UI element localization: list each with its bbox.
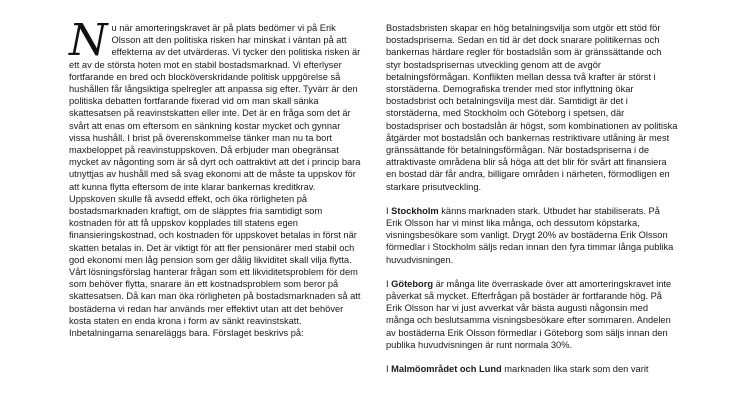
intro-paragraph bbox=[69, 15, 361, 339]
right-column bbox=[386, 22, 678, 375]
goteborg-text: är många lite överraskade över att amorteringskravet inte påverkat så mycket. Efterfrågan på bostäder är fortfarande hög. På Erik Olsson har vi just avverkat vår bästa augusti någonsin med många och beslutsamma visningsbesökare efter sommaren. Andelen av bostäderna Erik Olsson förmedlar i Göteborg som säljs innan den publika huvudvisningen är runt normala 30%. bbox=[386, 278, 672, 350]
malmo-paragraph bbox=[386, 363, 678, 375]
drop-cap: N bbox=[69, 15, 108, 66]
stockholm-paragraph bbox=[386, 205, 678, 266]
malmo-prefix: I bbox=[386, 364, 392, 375]
goteborg-paragraph bbox=[386, 278, 678, 351]
goteborg-prefix: I bbox=[386, 278, 392, 289]
intro-text: u när amorteringskravet är på plats bedömer vi på Erik Olsson att den politiska risken har minskat i väntan på att effekterna av det utvärderas. Vi tycker den politiska risken är ett av de största hoten mot en stabil bostadsmarknad. Vi efterlyser fortfarande en bred och blocköverskridande politisk uppgörelse så hushållen får långsiktiga spelregler att anpassa sig efter. Tyvärr är den politiska debatten fortfarande fixerad vid om man skall sänka skattesatsen på reavinstskatten eller inte. Det är en fråga som det är svårt att enas om eftersom en sänkning kostar mycket och gynnar vissa hushåll. I brist på överenskommelse tänker man nu ta bort maxbeloppet på reavinstuppskoven. Då erbjuder man obegränsat mycket av någonting som är så dyrt och oattraktivt att det i princip bara utnyttjas av hushåll med så svag ekonomi att de måste ta uppskov för att kunna flytta eftersom de inte klarar bankernas kreditkrav. Uppskoven skulle få avsedd effekt, och öka rörligheten på bostadsmarknaden kraftigt, om de släpptes fria samtidigt som kostnaden för att få uppskov kopplades till statens egen finansieringskostnad, och kostnaden för uppskovet betalas in först när skatten betalas in. Det är viktigt för att fler pensionärer med stabil och god ekonomi men låg pension som ger dålig likviditet skall vilja flytta. Vårt lösningsförslag hanterar frågan som ett likviditetsproblem för dem som behöver flytta, snarare än ett kostnadsproblem som beror på skattesatsen. Då kan man öka rörligheten på bostadsmarknaden så att bostäderna vi redan har används mer effektivt utan att det behöver kosta staten en enda krona i form av sänkt reavinstskatt. Inbetalningarna senareläggs bara. Förslaget beskrivs på: bbox=[69, 23, 361, 339]
malmo-heading: Malmöområdet och Lund bbox=[391, 364, 502, 375]
malmo-text: marknaden lika stark som den varit bbox=[501, 364, 649, 375]
left-column bbox=[69, 15, 361, 339]
stockholm-text: känns marknaden stark. Utbudet har stabiliserats. På Erik Olsson har vi minst lika många, och dessutom köpstarka, visningsbesökare som vanligt. Drygt 20% av bostäderna Erik Olsson förmedlar i Stockholm säljs redan innan den fyra timmar långa publika huvudvisningen. bbox=[386, 205, 674, 265]
stockholm-heading: Stockholm bbox=[391, 205, 439, 216]
goteborg-heading: Göteborg bbox=[391, 278, 434, 289]
stockholm-prefix: I bbox=[386, 205, 392, 216]
housing-shortage-paragraph: Bostadsbristen skapar en hög betalningsvilja som utgör ett stöd för bostadspriserna. Sedan en tid är det dock snarare politikernas och bankernas härdare regler för bostadslån som är gränssättande och styr bostadsprisernas utveckling genom att de avgör betalningsförmågan. Konflikten mellan dessa två krafter är störst i storstäderna. Demografiska trender med stor inflyttning ökar bostadsbrist och betalningsvilja mest där. Samtidigt är det i storstäderna, med Stockholm och Göteborg i spetsen, där bostadspriser och bostadslån är högst, som kombinationen av politiska åtgärder mot bostadslån och bankernas restriktivare utlåning är mest gränssättande för betalningsförmågan. När bostadspriserna i de attraktivaste områdena blir så höga att det blir för svårt att finansiera en bostad där får andra, billigare områden i närheten, förmodligen en starkare prisutveckling. bbox=[386, 23, 678, 192]
